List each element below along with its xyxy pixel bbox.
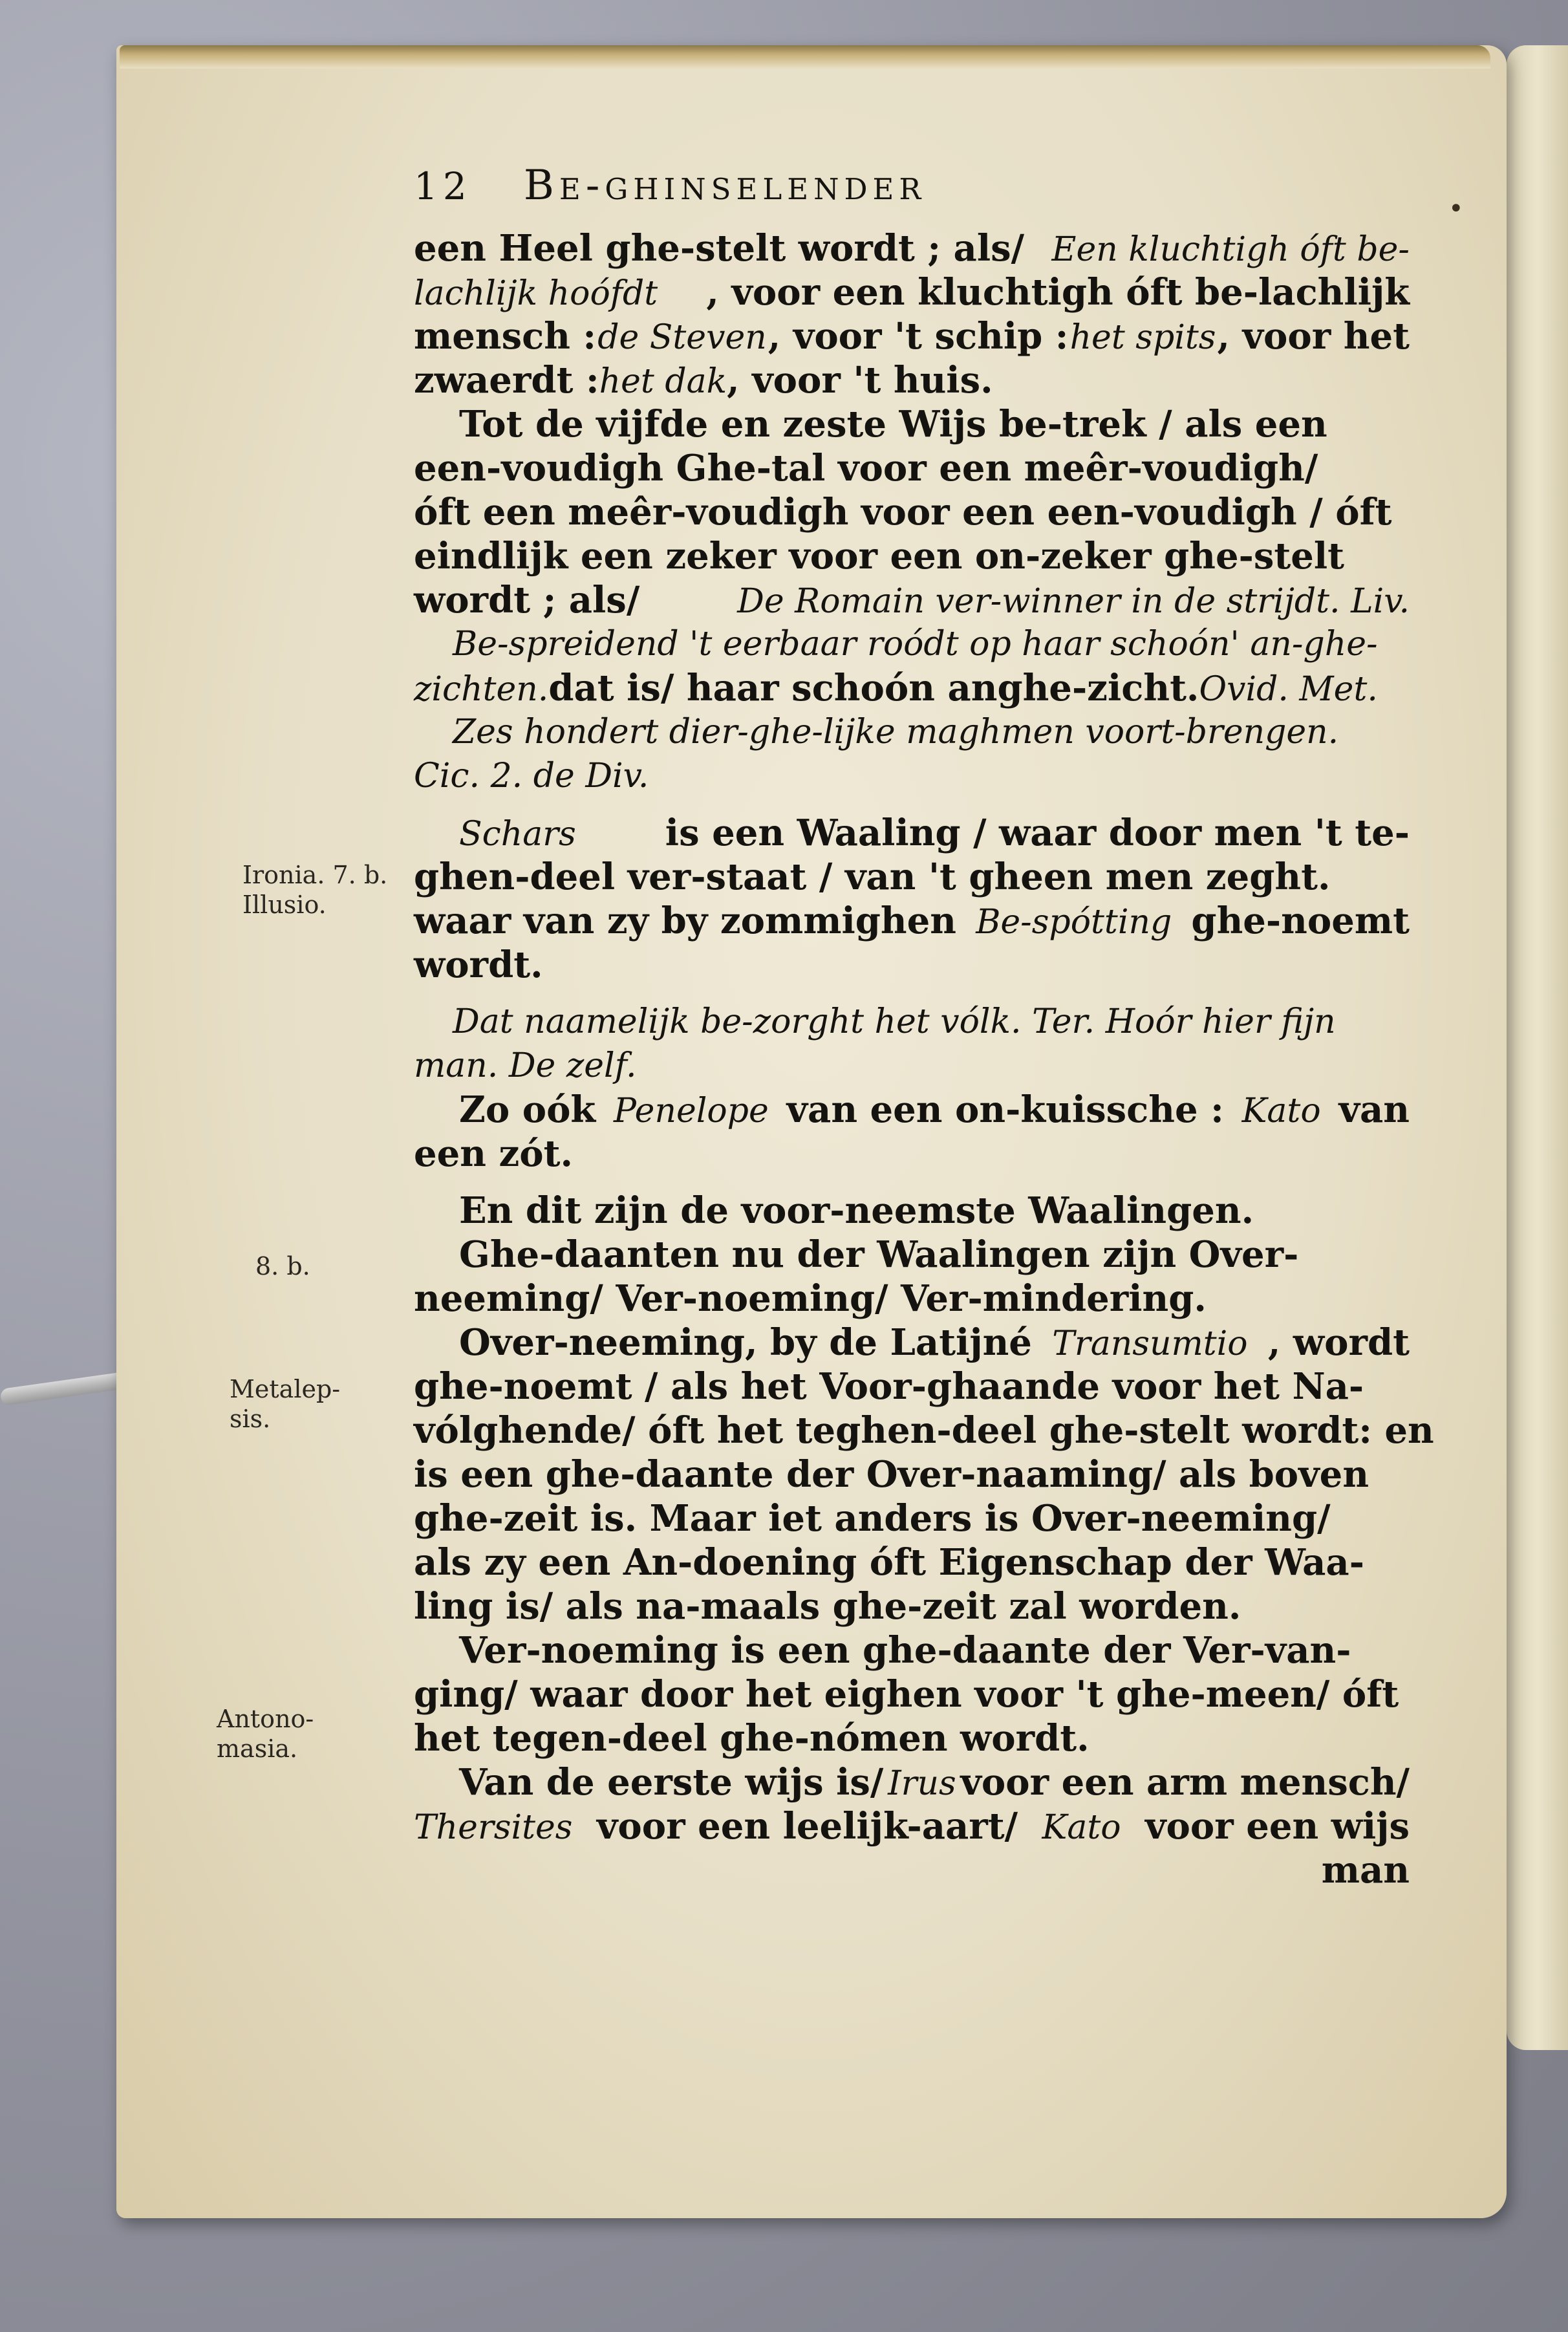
margin-mark: • <box>1448 194 1464 224</box>
text-line: zwaerdt : het dak , voor 't huis. <box>414 359 993 402</box>
text-line: ghe-zeit is. Maar iet anders is Over-neeming/ <box>414 1497 1331 1540</box>
text-line: Ghe-daanten nu der Waalingen zijn Over- <box>459 1233 1299 1276</box>
text-line: Tot de vijfde en zeste Wijs be-trek / als een <box>459 403 1327 446</box>
text-line: Zo oók Penelope van een on-kuissche : Kato van <box>459 1088 1410 1131</box>
text-line: wordt. <box>414 944 543 986</box>
catchword: man <box>1321 1849 1410 1892</box>
running-head-title: Be-ghinselender <box>523 162 927 210</box>
text-line: een zót. <box>414 1132 573 1175</box>
text-line: ging/ waar door het eighen voor 't ghe-meen/ óft <box>414 1673 1399 1716</box>
margin-note-ironia: Ironia. 7. b. Illusio. <box>242 861 388 919</box>
text-line: óft een meêr-voudigh voor een een-voudigh / óft <box>414 491 1392 534</box>
text-line: eindlijk een zeker voor een on-zeker ghe-stelt <box>414 535 1344 578</box>
text-line: neeming/ Ver-noeming/ Ver-mindering. <box>414 1277 1207 1320</box>
text-line: Ver-noeming is een ghe-daante der Ver-van- <box>459 1629 1351 1672</box>
text-line: Over-neeming, by de Latijné Transumtio , wordt <box>459 1321 1410 1364</box>
page-top-edge <box>120 45 1490 69</box>
running-head <box>414 162 1410 226</box>
text-line: een Heel ghe-stelt wordt ; als/ Een kluchtigh óft be- <box>414 227 1410 270</box>
text-line: ling is/ als na-maals ghe-zeit zal worden. <box>414 1585 1241 1628</box>
text-line: zichten. dat is/ haar schoón anghe-zicht. Ovid. Met. <box>414 667 1378 709</box>
text-line: een-voudigh Ghe-tal voor een meêr-voudigh/ <box>414 447 1318 490</box>
text-line: mensch : de Steven , voor 't schip : het spits , voor het <box>414 315 1410 358</box>
text-line: ghe-noemt / als het Voor-ghaande voor het Na- <box>414 1365 1364 1408</box>
text-line: waar van zy by zommighen Be-spótting ghe-noemt <box>414 900 1410 942</box>
page-text <box>414 162 1434 1892</box>
text-line: Cic. 2. de Div. <box>414 757 649 795</box>
text-line: lachlijk hoófdt , voor een kluchtigh óft be-lachlijk <box>414 271 1410 314</box>
text-line: als zy een An-doening óft Eigenschap der Waa- <box>414 1541 1364 1584</box>
text-line: Be-spreidend 't eerbaar roódt op haar schoón' an-ghe- <box>453 625 1378 664</box>
text-line: is een ghe-daante der Over-naaming/ als boven <box>414 1453 1369 1496</box>
text-line: vólghende/ óft het teghen-deel ghe-stelt wordt: en <box>414 1409 1434 1452</box>
text-line: Thersites voor een leelijk-aart/ Kato voor een wijs <box>414 1805 1410 1848</box>
text-line: man. De zelf. <box>414 1046 637 1085</box>
text-line: Dat naamelijk be-zorght het vólk. Ter. Hoór hier fijn <box>453 1002 1336 1041</box>
text-line: het tegen-deel ghe-nómen wordt. <box>414 1717 1090 1760</box>
text-line: wordt ; als/ De Romain ver-winner in de strijdt. Liv. <box>414 579 1410 621</box>
margin-note-metalepsis: Metalep- sis. <box>230 1375 341 1433</box>
text-line: Zes hondert dier-ghe-lijke maghmen voort-brengen. <box>453 713 1339 751</box>
margin-note-8b: 8. b. <box>255 1252 310 1280</box>
text-line: En dit zijn de voor-neemste Waalingen. <box>459 1189 1254 1232</box>
text-line: Schars is een Waaling / waar door men 't te- <box>459 812 1410 854</box>
page-number: 12 <box>414 164 472 208</box>
margin-note-antonomasia: Antono- masia. <box>217 1705 314 1763</box>
text-line: Van de eerste wijs is/ Irus voor een arm mensch/ <box>459 1761 1410 1804</box>
facing-page-edge <box>1507 45 1568 2050</box>
text-line: ghen-deel ver-staat / van 't gheen men zeght. <box>414 856 1331 898</box>
